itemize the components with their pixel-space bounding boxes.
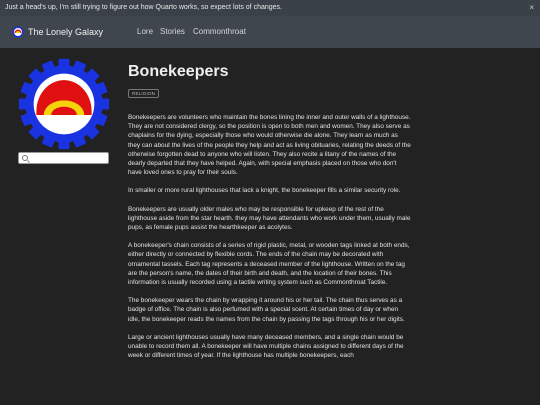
nav-link-stories[interactable]: Stories bbox=[160, 27, 185, 36]
paragraph: A bonekeeper's chain consists of a series of rigid plastic, metal, or wooden tags linked at both ends, either directly or connected by flexible cords. The ends of the chain may be decorated with ornamental tassels. Each tag represents a deceased member of the lighthouse. Written on the tag are the person's name, the dates of their birth and death, and the location of their bones. This information is usually recorded using a tactile writing system such as Commonthroat Tactile. bbox=[128, 242, 410, 287]
category-badge[interactable]: RELIGION bbox=[128, 89, 159, 98]
announcement-text: Just a head's up, I'm still trying to figure out how Quarto works, so expect lots of changes. bbox=[5, 4, 282, 11]
page-title: Bonekeepers bbox=[128, 63, 229, 80]
site-logo-icon[interactable] bbox=[12, 26, 24, 38]
lighthouse-gear-logo bbox=[18, 58, 110, 150]
main-content bbox=[128, 62, 416, 360]
nav-link-commonthroat[interactable]: Commonthroat bbox=[193, 27, 246, 36]
announcement-bar bbox=[0, 0, 540, 16]
paragraph: The bonekeeper wears the chain by wrapping it around his or her tail. The chain thus serves as a badge of office. The chain is also perfumed with a special scent. At certain times of day or when idle, the bonekeeper reads the names from the chain by passing the tags through his or her digits. bbox=[128, 297, 405, 323]
paragraph: Bonekeepers are volunteers who maintain the bones lining the inner and outer walls of a lighthouse. They are not considered clergy, so the position is open to both men and women. They also serve as chaplains for the dying, especially those who would otherwise die alone. They learn as much as they can about the lives of the people they help and act as living obituaries, relating the deeds of the otherwise forgotten dead to anyone who will listen. They also recite a litany of the names of the dearly departed that they have helped. Again, with special emphasis placed on those who don't have loved ones to pray for their souls. bbox=[128, 114, 411, 177]
site-title[interactable]: The Lonely Galaxy bbox=[28, 27, 104, 37]
navbar bbox=[0, 16, 540, 48]
nav-link-lore[interactable]: Lore bbox=[137, 27, 154, 36]
close-icon[interactable]: × bbox=[529, 3, 534, 12]
search-input[interactable] bbox=[18, 152, 109, 164]
paragraph: Bonekeepers are usually older males who may be responsible for upkeep of the rest of the lighthouse aside from the star hearth. they may have attendants who work under them, usually male pups, as female pups assist the hearthkeeper as acolytes. bbox=[128, 205, 411, 232]
paragraph: Large or ancient lighthouses usually have many deceased members, and a single chain would be unable to record them all. A bonekeeper will have multiple chains assigned to different days of the week or different times of year. If the lighthouse has multiple bonekeepers, each bbox=[128, 333, 404, 360]
paragraph: In smaller or more rural lighthouses that lack a knight, the bonekeeper fills a similar security role. bbox=[128, 187, 401, 195]
search-icon bbox=[22, 155, 28, 161]
